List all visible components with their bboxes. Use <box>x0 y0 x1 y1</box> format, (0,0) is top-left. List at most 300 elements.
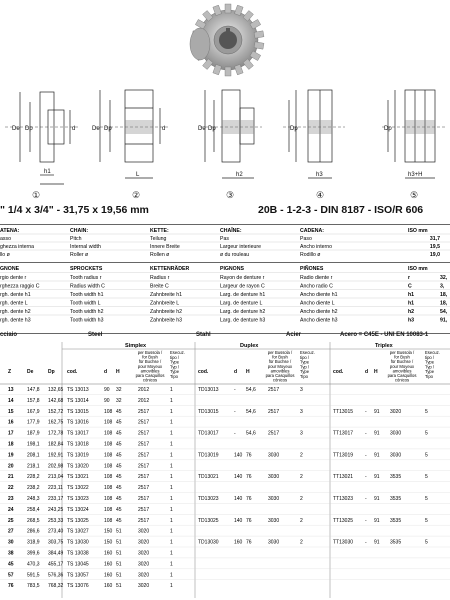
cell-h: 51 <box>116 561 122 568</box>
cell-de: 591,5 <box>27 572 40 579</box>
label-dp-3: Dp <box>208 126 216 132</box>
chain-header: KETTE: <box>150 228 169 234</box>
cell-dp: 162,75 <box>48 419 64 426</box>
sprocket-header: SPROCKETS <box>70 266 103 272</box>
cell-type: 1 <box>170 441 173 448</box>
cell-rcod: TT13030 <box>333 539 354 546</box>
col-header-type: Esecuz. tipo / Type Typ / Type Tipo <box>425 350 440 379</box>
cell-dp: 243,25 <box>48 506 64 513</box>
figure-number-2: ② <box>132 190 141 200</box>
cell-rd: - <box>365 408 367 415</box>
cell-d: 108 <box>104 474 113 481</box>
cell-th: 76 <box>246 474 252 481</box>
cell-ttype: 2 <box>300 517 303 524</box>
label-l: L <box>136 172 140 178</box>
cell-type: 1 <box>170 397 173 404</box>
cell-h: 45 <box>116 419 122 426</box>
col-header-de: De <box>27 369 34 375</box>
cell-d: 108 <box>104 496 113 502</box>
cell-dp: 142,68 <box>48 397 64 404</box>
sprocket-cell: Larg. de denture h2 <box>220 309 266 315</box>
cell-tcod: TD13021 <box>198 474 219 481</box>
cell-rh: 91 <box>374 430 380 437</box>
sprocket-cell: 54, <box>440 309 448 315</box>
cell-d: 160 <box>104 583 113 590</box>
col-header-bush: per Bussola / for Bush für Buchse / pour Moyeux amovibles para Casquillos cónicos <box>265 350 295 383</box>
cell-dp: 233,17 <box>48 496 64 502</box>
sprocket-cell: Zahnbreite h1 <box>150 292 183 298</box>
cell-bush: 2517 <box>138 517 150 524</box>
cell-td: - <box>234 387 236 393</box>
cell-rh: 91 <box>374 452 380 459</box>
cell-cod: TS 13027 <box>67 528 89 535</box>
cell-h: 51 <box>116 528 122 535</box>
cell-th: 54,6 <box>246 387 256 393</box>
chain-cell: Rodillo ø <box>300 252 321 258</box>
chain-header: CADENA: <box>300 228 324 234</box>
cell-rbush: 3535 <box>390 496 402 502</box>
sprocket-cell: Ancho diente h3 <box>300 317 338 324</box>
cell-cod: TS 13015 <box>67 408 89 415</box>
sprocket-cell: C <box>408 283 412 290</box>
cell-bush: 2517 <box>138 496 150 502</box>
cell-dp: 576,36 <box>48 572 64 579</box>
cell-cod: TS 13018 <box>67 441 89 448</box>
cell-z: 15 <box>8 408 14 415</box>
cell-h: 45 <box>116 496 122 502</box>
cell-de: 198,1 <box>27 441 40 448</box>
cell-type: 1 <box>170 561 173 568</box>
sprocket-tooth <box>254 31 264 38</box>
cell-z: 13 <box>8 387 14 393</box>
sprocket-cell: Tooth width h2 <box>70 309 104 315</box>
material-fr: Acier <box>286 332 302 338</box>
cell-rd: - <box>365 474 367 481</box>
cell-dp: 182,84 <box>48 441 64 448</box>
sprocket-cell: Zahnbreite h2 <box>150 309 183 315</box>
cell-h: 32 <box>116 397 122 404</box>
cell-type: 1 <box>170 485 173 492</box>
cell-z: 30 <box>8 539 14 546</box>
label-dp-2: Dp <box>104 126 112 132</box>
sprocket-header: ISO mm <box>408 266 428 272</box>
group-triplex: Triplex <box>375 343 393 349</box>
chain-header: CHAIN: <box>70 228 89 234</box>
chain-cell: Pas <box>220 236 229 242</box>
cell-rh: 91 <box>374 539 380 546</box>
sprocket-cell: rgh. dente h1 <box>0 292 31 298</box>
sprocket-cell: h1 <box>408 292 415 298</box>
cell-de: 157,8 <box>27 397 40 404</box>
cell-de: 228,2 <box>27 474 40 481</box>
figure-number-5: ⑤ <box>410 190 419 200</box>
cell-cod: TS 13025 <box>67 517 89 524</box>
cell-bush: 3020 <box>138 539 150 546</box>
cell-bush: 2012 <box>138 397 150 404</box>
cell-h: 51 <box>116 550 122 557</box>
cell-d: 108 <box>104 485 113 492</box>
chain-cell: Rollen ø <box>150 252 170 258</box>
cell-rh: 91 <box>374 474 380 481</box>
sprocket-header: GNONE <box>0 266 20 272</box>
col-header-bush: per Bussola / for Bush für Buchse / pour Moyeux amovibles para Casquillos cónicos <box>387 350 417 383</box>
cell-de: 470,3 <box>27 561 40 568</box>
cell-cod: TS 13057 <box>67 572 89 579</box>
col-header-cod: cod. <box>198 369 209 375</box>
cell-rtype: 5 <box>425 452 428 459</box>
cell-type: 1 <box>170 496 173 502</box>
sprocket-header: PIÑONES <box>300 266 324 272</box>
cell-bush: 2517 <box>138 506 150 513</box>
cell-type: 1 <box>170 528 173 535</box>
sprocket-cell: Zahnbreite h3 <box>150 317 183 324</box>
label-h3: h3 <box>316 172 323 178</box>
sprocket-cell: Tooth width L <box>70 300 101 307</box>
cell-de: 147,8 <box>27 387 40 393</box>
cell-tbush: 3030 <box>268 496 280 502</box>
sprocket-cell: Larg. de denture h1 <box>220 292 266 298</box>
label-de-2: De <box>92 126 100 132</box>
cell-ttype: 2 <box>300 496 303 502</box>
cell-de: 318,9 <box>27 539 40 546</box>
cell-z: 23 <box>8 496 14 502</box>
cell-cod: TS 13022 <box>67 485 89 492</box>
sprocket-cell: rghezza raggio C <box>0 283 40 290</box>
cell-th: 76 <box>246 517 252 524</box>
cell-h: 51 <box>116 539 122 546</box>
cell-z: 27 <box>8 528 14 535</box>
sprocket-cell: 3, <box>440 283 445 290</box>
cell-rcod: TT13023 <box>333 496 354 502</box>
cell-ttype: 3 <box>300 408 303 415</box>
sprocket-cell: Radius width C <box>70 283 105 290</box>
chain-standard-title: 20B - 1-2-3 - DIN 8187 - ISO/R 606 <box>258 204 424 216</box>
col-header-h: H <box>374 369 378 375</box>
cell-td: 140 <box>234 496 243 502</box>
chain-size-title: " 1/4 x 3/4" - 31,75 x 19,56 mm <box>0 204 149 216</box>
chain-header: ISO mm <box>408 228 428 234</box>
chain-cell: 19,0 <box>429 252 440 258</box>
cell-tbush: 3030 <box>268 539 280 546</box>
chain-cell: llo ø <box>0 252 10 258</box>
cell-ttype: 3 <box>300 387 303 393</box>
cell-rd: - <box>365 452 367 459</box>
cell-rh: 91 <box>374 496 380 502</box>
material-de: Stahl <box>196 332 211 338</box>
sprocket-cell: Ancho diente L <box>300 300 335 307</box>
cell-bush: 2517 <box>138 441 150 448</box>
sprocket-cell: h3 <box>408 317 415 324</box>
cell-dp: 253,33 <box>48 517 64 524</box>
cell-rtype: 5 <box>425 408 428 415</box>
cell-de: 218,1 <box>27 463 40 470</box>
group-simplex: Simplex <box>125 343 147 349</box>
col-header-cod: cod. <box>67 369 78 375</box>
cell-dp: 223,11 <box>48 485 63 492</box>
label-dp: Dp <box>25 126 33 132</box>
cell-th: 54,6 <box>246 408 256 415</box>
col-header-h: H <box>116 369 120 375</box>
cell-cod: TS 13038 <box>67 550 89 557</box>
sprocket-cell: rgh. dente h2 <box>0 309 31 315</box>
col-header-d: d <box>104 369 108 375</box>
cell-d: 108 <box>104 452 113 459</box>
cell-cod: TS 13019 <box>67 452 89 459</box>
cell-dp: 455,17 <box>48 561 64 568</box>
chain-header: ATENA: <box>0 228 20 234</box>
cell-th: 76 <box>246 539 252 546</box>
sprocket-cell: r <box>408 275 411 281</box>
cell-rtype: 5 <box>425 539 428 546</box>
cell-tcod: TD13013 <box>198 387 219 393</box>
cell-bush: 2517 <box>138 474 150 481</box>
sprocket-header: PIGNONS <box>220 266 244 272</box>
cell-rtype: 5 <box>425 496 428 502</box>
cell-z: 76 <box>8 583 14 590</box>
cell-bush: 2517 <box>138 408 150 415</box>
sprocket-data-table <box>0 340 450 600</box>
chain-cell: ø du rouleau <box>220 252 250 258</box>
cell-type: 1 <box>170 474 173 481</box>
cell-bush: 3020 <box>138 583 150 590</box>
cell-cod: TS 13030 <box>67 539 89 546</box>
cell-z: 57 <box>8 572 14 579</box>
cell-tbush: 2517 <box>268 430 280 437</box>
sprocket-cell: 18, <box>440 300 448 307</box>
cell-rd: - <box>365 539 367 546</box>
cell-tbush: 2517 <box>268 387 280 393</box>
cell-z: 21 <box>8 474 14 481</box>
cell-d: 150 <box>104 539 113 546</box>
col-header-z: Z <box>8 369 12 375</box>
figure-number-1: ① <box>32 190 41 200</box>
cell-z: 24 <box>8 506 14 513</box>
cell-h: 45 <box>116 485 122 492</box>
cell-cod: TS 13014 <box>67 397 89 404</box>
cell-type: 1 <box>170 517 173 524</box>
cell-type: 1 <box>170 387 173 393</box>
cell-d: 160 <box>104 550 113 557</box>
cell-de: 268,5 <box>27 517 40 524</box>
cell-rtype: 5 <box>425 430 428 437</box>
material-it: cciaio <box>0 332 18 338</box>
sprocket-photo <box>178 0 274 80</box>
cell-dp: 273,40 <box>48 528 64 535</box>
cell-cod: TS 13024 <box>67 506 89 513</box>
cell-th: 76 <box>246 496 252 502</box>
cell-bush: 2517 <box>138 419 150 426</box>
sprocket-cell: Larg. de denture h3 <box>220 317 266 324</box>
cell-bush: 2517 <box>138 485 150 492</box>
cell-type: 1 <box>170 583 173 590</box>
chain-cell: Teilung <box>150 236 167 242</box>
label-de: De <box>12 126 20 132</box>
col-header-type: Esecuz. tipo / Type Typ / Type Tipo <box>300 350 315 379</box>
cell-rtype: 5 <box>425 474 428 481</box>
cell-td: - <box>234 408 236 415</box>
cell-td: 140 <box>234 517 243 524</box>
cell-type: 1 <box>170 408 173 415</box>
cell-tcod: TD13017 <box>198 430 219 437</box>
cell-td: 140 <box>234 452 243 459</box>
cell-d: 108 <box>104 430 113 437</box>
cell-h: 45 <box>116 452 122 459</box>
cell-type: 1 <box>170 572 173 579</box>
cell-type: 1 <box>170 506 173 513</box>
cell-de: 238,2 <box>27 485 40 492</box>
cell-de: 248,3 <box>27 496 40 502</box>
cell-h: 45 <box>116 506 122 513</box>
col-header-bush: per Bussola / for Bush für Buchse / pour Moyeux amovibles para Casquillos cónicos <box>135 350 165 383</box>
sprocket-cell: Ancho radio C <box>300 283 333 290</box>
cell-tcod: TD13023 <box>198 496 219 502</box>
cell-cod: TS 13021 <box>67 474 89 481</box>
cell-ttype: 2 <box>300 452 303 459</box>
cell-rbush: 3535 <box>390 517 402 524</box>
cell-d: 108 <box>104 419 113 426</box>
technical-drawings <box>0 80 450 202</box>
label-dp-5: Dp <box>384 126 392 132</box>
chain-cell: Ancho interno <box>300 244 333 250</box>
sprocket-cell: Rayon de denture r <box>220 275 265 281</box>
cell-type: 1 <box>170 463 173 470</box>
label-de-3: De <box>198 126 206 132</box>
cell-dp: 172,78 <box>48 430 64 437</box>
cell-dp: 202,98 <box>48 463 64 470</box>
cell-bush: 3020 <box>138 528 150 535</box>
col-header-d: d <box>234 369 238 375</box>
sprocket-cell: Tooth radius r <box>70 275 102 281</box>
sprocket-cell: 91, <box>440 317 448 324</box>
col-header-cod: cod. <box>333 369 344 375</box>
cell-h: 45 <box>116 517 122 524</box>
cell-h: 51 <box>116 583 122 590</box>
cell-d: 108 <box>104 408 113 415</box>
cell-d: 90 <box>104 397 110 404</box>
cell-cod: TS 13023 <box>67 496 89 502</box>
cell-bush: 3020 <box>138 550 150 557</box>
chain-cell: Innere Breite <box>150 244 180 250</box>
cell-rbush: 3030 <box>390 452 402 459</box>
figure-number-4: ④ <box>316 190 325 200</box>
sprocket-cell: Tooth width h1 <box>70 292 104 298</box>
sprocket-table <box>0 263 450 333</box>
cell-type: 1 <box>170 550 173 557</box>
cell-td: 160 <box>234 539 243 546</box>
material-en: Steel <box>88 332 103 338</box>
cell-d: 108 <box>104 463 113 470</box>
sprocket-cell: Tooth width h3 <box>70 317 104 324</box>
cell-de: 399,6 <box>27 550 40 557</box>
cell-ttype: 2 <box>300 539 303 546</box>
sprocket-tooth <box>225 67 231 76</box>
material-es: Acero = C45E - UNI EN 10083-1 <box>340 332 429 338</box>
cell-bush: 2517 <box>138 452 150 459</box>
cell-td: 140 <box>234 474 243 481</box>
cell-de: 783,5 <box>27 583 40 590</box>
cell-td: - <box>234 430 236 437</box>
sprocket-cell: rgh. dente L <box>0 300 28 307</box>
cell-dp: 132,65 <box>48 387 64 393</box>
chain-cell: 31,7 <box>429 236 440 242</box>
cell-th: 76 <box>246 452 252 459</box>
cell-h: 45 <box>116 463 122 470</box>
cell-bush: 3020 <box>138 561 150 568</box>
cell-rbush: 3535 <box>390 474 402 481</box>
cell-tcod: TD13030 <box>198 539 219 546</box>
cell-de: 187,9 <box>27 430 40 437</box>
label-h1: h1 <box>44 169 51 175</box>
chain-cell: asso <box>0 236 11 242</box>
cell-z: 45 <box>8 561 14 568</box>
chain-header: CHAÎNE: <box>220 228 242 234</box>
label-d: d <box>72 126 76 132</box>
sprocket-cell: Breite C <box>150 283 169 290</box>
cell-type: 1 <box>170 430 173 437</box>
cell-de: 167,9 <box>27 408 40 415</box>
cell-h: 45 <box>116 430 122 437</box>
chain-cell: 19,5 <box>429 244 440 250</box>
label-h2: h2 <box>236 172 243 178</box>
cell-z: 19 <box>8 452 14 459</box>
sprocket-tooth <box>225 4 231 13</box>
sprocket-cell: Largeur de rayon C <box>220 283 265 290</box>
cell-z: 25 <box>8 517 14 524</box>
sprocket-cell: Radio diente r <box>300 275 333 281</box>
cell-de: 208,1 <box>27 452 40 459</box>
cell-rbush: 3020 <box>390 408 402 415</box>
cell-rcod: TT13015 <box>333 408 354 415</box>
cell-cod: TS 13020 <box>67 463 89 470</box>
cell-bush: 2012 <box>138 387 150 393</box>
cell-z: 20 <box>8 463 14 470</box>
cell-rcod: TT13017 <box>333 430 354 437</box>
cell-rcod: TT13021 <box>333 474 354 481</box>
cell-tbush: 2517 <box>268 408 280 415</box>
sprocket-cell: Zahnbreite L <box>150 300 180 307</box>
cell-tcod: TD13025 <box>198 517 219 524</box>
cell-d: 150 <box>104 528 113 535</box>
chain-cell: Largeur interieure <box>220 244 261 250</box>
sprocket-cell: 32, <box>440 275 448 281</box>
chain-cell: Roller ø <box>70 252 89 258</box>
label-h3h: h3+H <box>408 172 423 178</box>
cell-rd: - <box>365 430 367 437</box>
cell-de: 177,9 <box>27 419 40 426</box>
cell-type: 1 <box>170 539 173 546</box>
cell-de: 286,6 <box>27 528 40 535</box>
col-header-h: H <box>246 369 250 375</box>
sprocket-cell: Ancho diente h2 <box>300 309 338 315</box>
cell-dp: 213,04 <box>48 474 64 481</box>
cell-d: 160 <box>104 561 113 568</box>
cell-d: 108 <box>104 517 113 524</box>
col-header-dp: Dp <box>48 369 55 375</box>
sprocket-cell: rgio dente r <box>0 275 27 281</box>
cell-h: 45 <box>116 408 122 415</box>
cell-dp: 192,91 <box>48 452 64 459</box>
cell-bush: 3020 <box>138 572 150 579</box>
sprocket-cell: 18, <box>440 292 448 298</box>
chain-table <box>0 225 450 260</box>
cell-type: 1 <box>170 419 173 426</box>
cell-dp: 768,32 <box>48 583 64 590</box>
cell-d: 108 <box>104 441 113 448</box>
cell-dp: 303,75 <box>48 539 64 546</box>
cell-rcod: TT13019 <box>333 452 354 459</box>
cell-tcod: TD13019 <box>198 452 219 459</box>
cell-cod: TS 13045 <box>67 561 89 568</box>
